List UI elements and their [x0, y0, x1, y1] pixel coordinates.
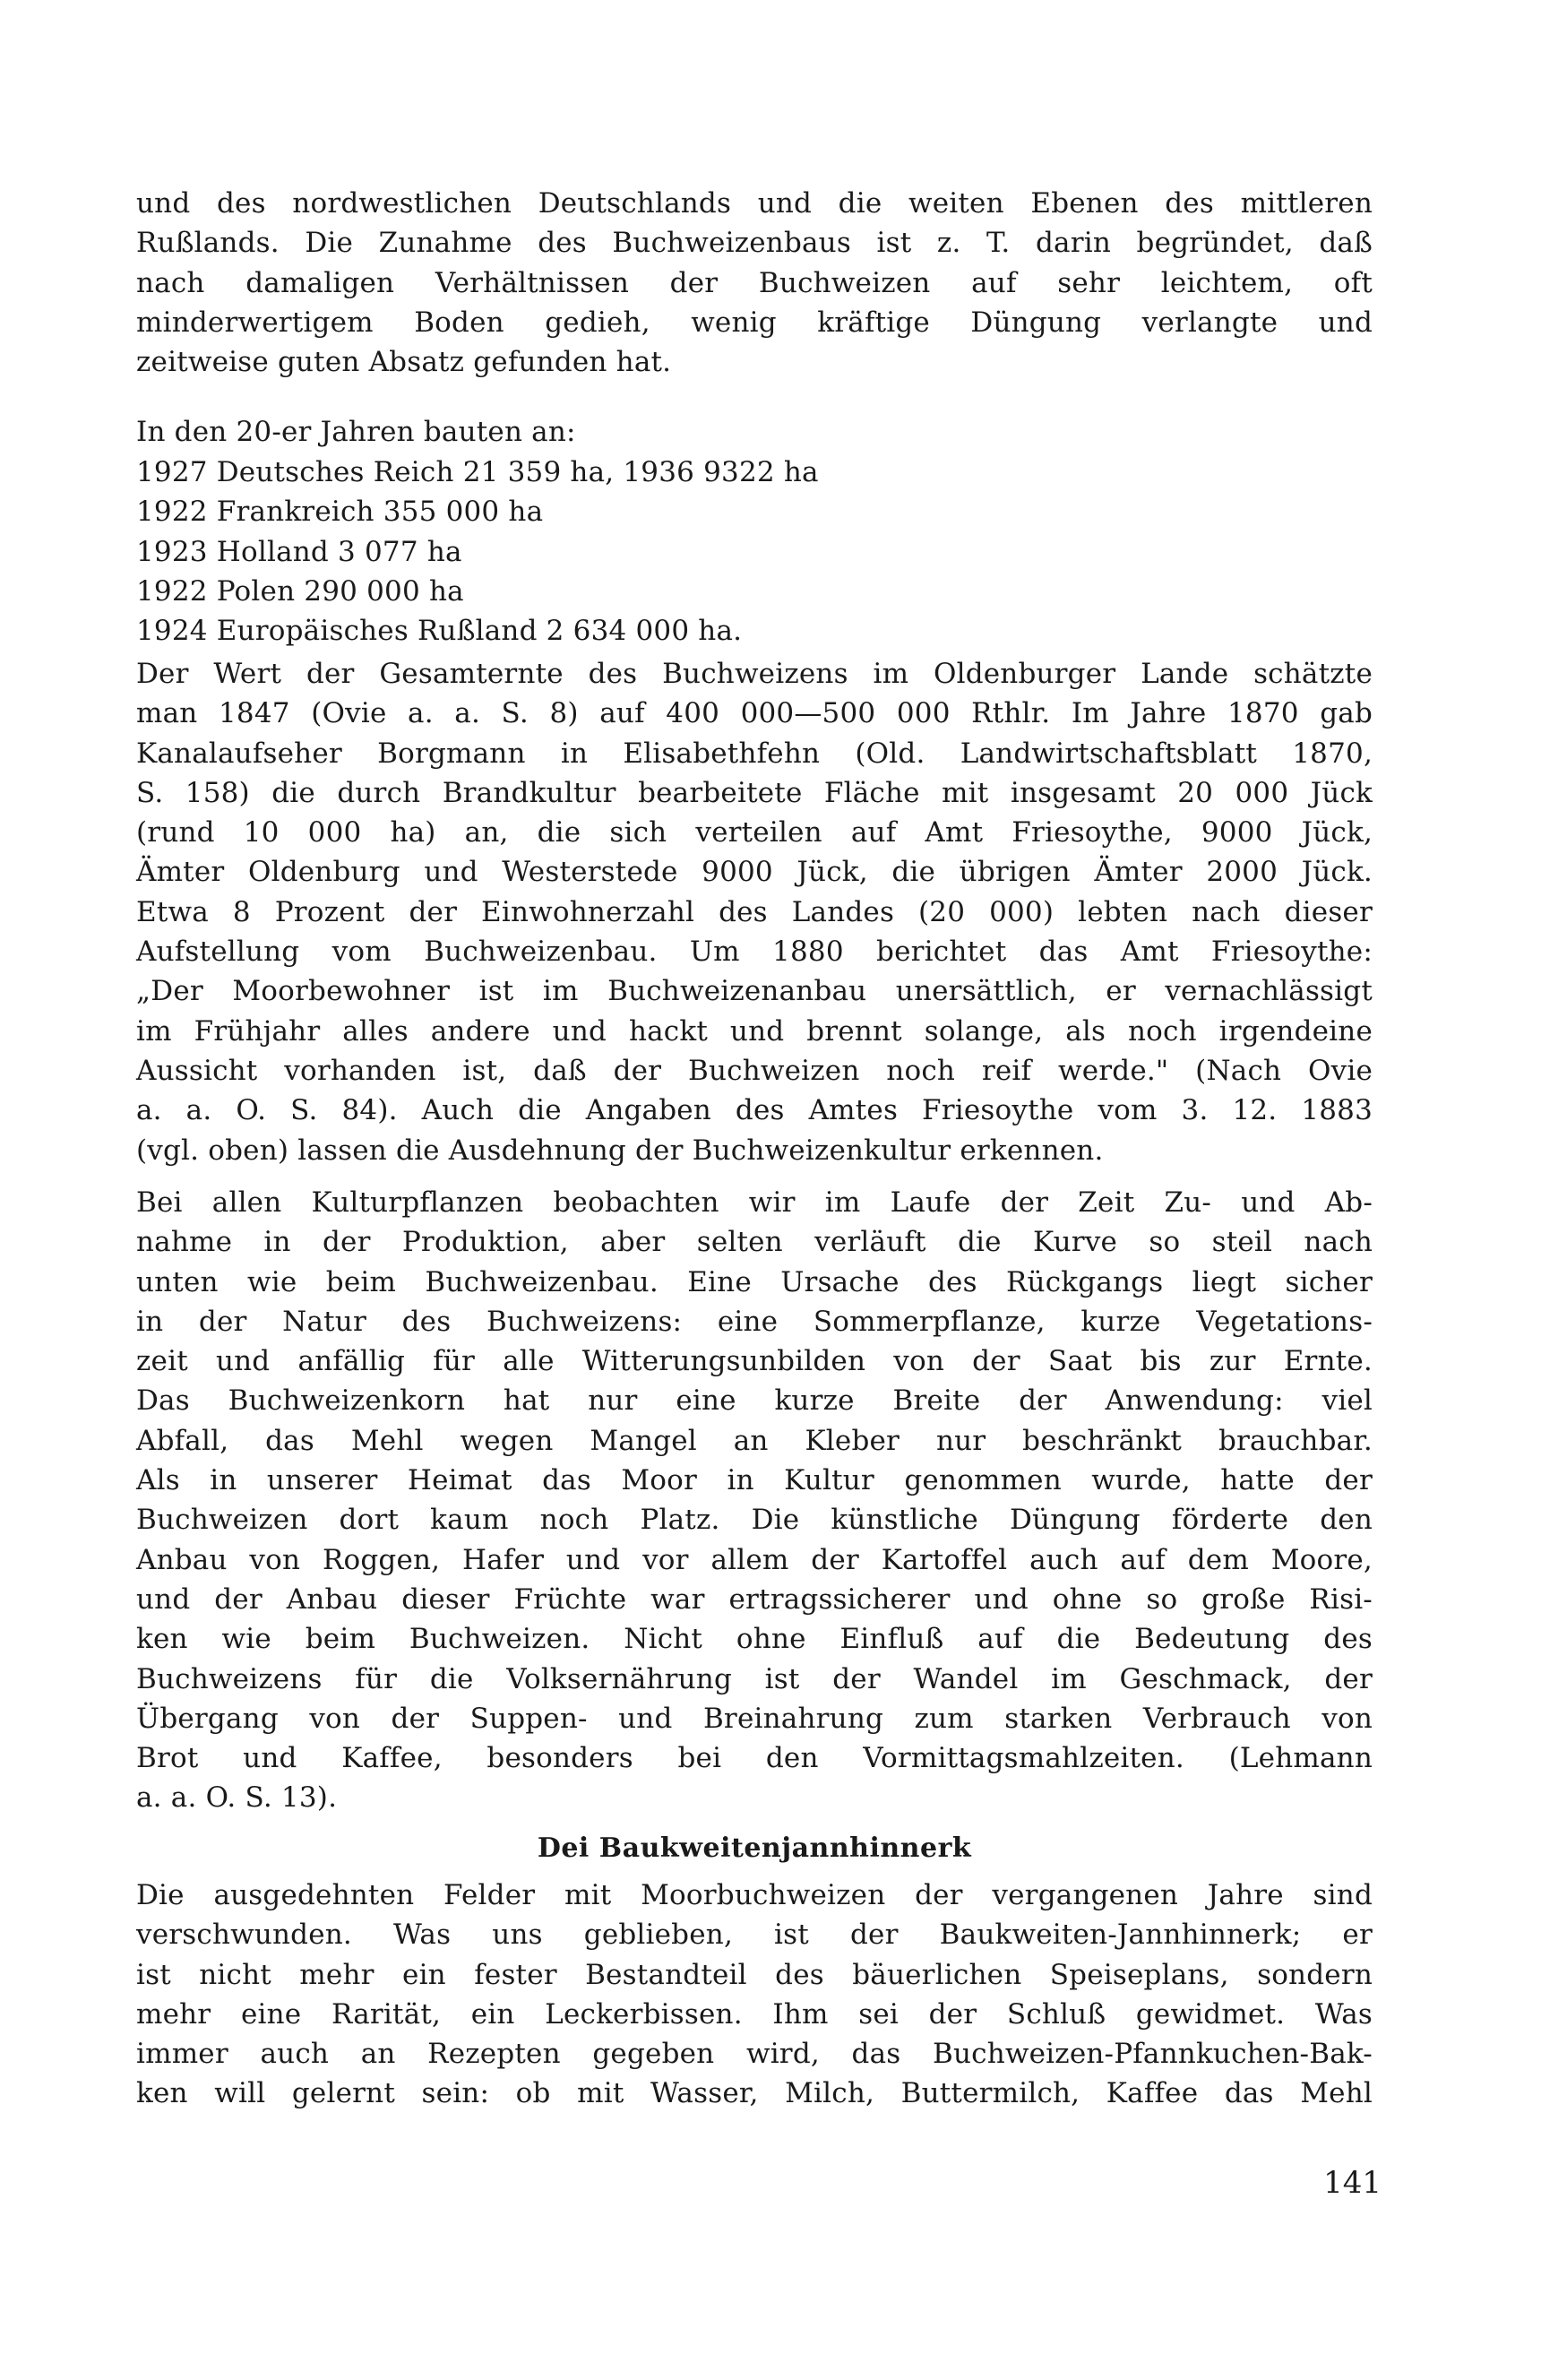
text-line: Rußlands. Die Zunahme des Buchweizenbaus ist z. T. darin begründet, daß: [136, 227, 1373, 260]
text-line: mehr eine Rarität, ein Leckerbissen. Ihm sei der Schluß gewidmet. Was: [136, 1997, 1373, 2031]
text-line: Aussicht vorhanden ist, daß der Buchweizen noch reif werde." (Nach Ovie: [136, 1054, 1373, 1087]
text-line: Bei allen Kulturpflanzen beobachten wir im Laufe der Zeit Zu- und Ab-: [136, 1186, 1373, 1219]
text-line: „Der Moorbewohner ist im Buchweizenanbau unersättlich, er vernachlässigt: [136, 975, 1373, 1008]
text-line: (vgl. oben) lassen die Ausdehnung der Buchweizenkultur erkennen.: [136, 1134, 1104, 1167]
text-line: minderwertigem Boden gedieh, wenig kräftige Düngung verlangte und: [136, 306, 1373, 339]
text-line: man 1847 (Ovie a. a. S. 8) auf 400 000—500 000 Rthlr. Im Jahre 1870 gab: [136, 697, 1373, 730]
text-line: und der Anbau dieser Früchte war ertragssicherer und ohne so große Risi-: [136, 1582, 1373, 1616]
text-line: (rund 10 000 ha) an, die sich verteilen auf Amt Friesoythe, 9000 Jück,: [136, 816, 1373, 849]
list-item: 1923 Holland 3 077 ha: [136, 535, 462, 568]
intro-line: In den 20-er Jahren bauten an:: [136, 416, 576, 448]
text-line: zeitweise guten Absatz gefunden hat.: [136, 346, 672, 379]
text-line: a. a. O. S. 84). Auch die Angaben des Amtes Friesoythe vom 3. 12. 1883: [136, 1094, 1373, 1127]
text-line: zeit und anfällig für alle Witterungsunbilden von der Saat bis zur Ernte.: [136, 1345, 1373, 1378]
text-line: ken wie beim Buchweizen. Nicht ohne Einfluß auf die Bedeutung des: [136, 1623, 1373, 1656]
paragraph-4: [136, 1876, 1373, 2114]
text-line: nahme in der Produktion, aber selten verläuft die Kurve so steil nach: [136, 1226, 1373, 1259]
text-line: Das Buchweizenkorn hat nur eine kurze Breite der Anwendung: viel: [136, 1384, 1373, 1418]
intro-line-block: [136, 412, 1373, 452]
text-line: Abfall, das Mehl wegen Mangel an Kleber nur beschränkt brauchbar.: [136, 1424, 1373, 1457]
page-number: 141: [1323, 2165, 1382, 2201]
text-line: S. 158) die durch Brandkultur bearbeitete Fläche mit insgesamt 20 000 Jück: [136, 776, 1373, 809]
section-heading: Dei Baukweitenjannhinnerk: [537, 1832, 972, 1864]
text-line: verschwunden. Was uns geblieben, ist der Baukweiten-Jannhinnerk; er: [136, 1919, 1373, 1952]
text-line: Anbau von Roggen, Hafer und vor allem der Kartoffel auch auf dem Moore,: [136, 1543, 1373, 1576]
text-line: ken will gelernt sein: ob mit Wasser, Milch, Buttermilch, Kaffee das Mehl: [136, 2077, 1373, 2110]
text-line: immer auch an Rezepten gegeben wird, das Buchweizen-Pfannkuchen-Bak-: [136, 2038, 1373, 2071]
text-line: Etwa 8 Prozent der Einwohnerzahl des Landes (20 000) lebten nach dieser: [136, 895, 1373, 928]
text-line: Kanalaufseher Borgmann in Elisabethfehn (Old. Landwirtschaftsblatt 1870,: [136, 737, 1373, 770]
list-item: 1922 Polen 290 000 ha: [136, 574, 464, 608]
text-line: ist nicht mehr ein fester Bestandteil des bäuerlichen Speiseplans, sondern: [136, 1958, 1373, 1991]
paragraph-2: [136, 654, 1373, 1170]
list-item: 1924 Europäisches Rußland 2 634 000 ha.: [136, 615, 743, 648]
paragraph-1: [136, 184, 1373, 382]
text-line: und des nordwestlichen Deutschlands und die weiten Ebenen des mittleren: [136, 187, 1373, 220]
text-line: im Frühjahr alles andere und hackt und brennt solange, als noch irgendeine: [136, 1014, 1373, 1048]
text-line: a. a. O. S. 13).: [136, 1781, 338, 1815]
list-item: 1927 Deutsches Reich 21 359 ha, 1936 9322 ha: [136, 456, 819, 488]
text-line: Brot und Kaffee, besonders bei den Vormittagsmahlzeiten. (Lehmann: [136, 1742, 1373, 1775]
text-line: unten wie beim Buchweizenbau. Eine Ursache des Rückgangs liegt sicher: [136, 1265, 1373, 1298]
text-line: Der Wert der Gesamternte des Buchweizens im Oldenburger Lande schätzte: [136, 658, 1373, 690]
text-line: nach damaligen Verhältnissen der Buchweizen auf sehr leichtem, oft: [136, 266, 1373, 299]
text-line: Die ausgedehnten Felder mit Moorbuchweizen der vergangenen Jahre sind: [136, 1879, 1373, 1911]
text-line: Buchweizens für die Volksernährung ist der Wandel im Geschmack, der: [136, 1662, 1373, 1695]
text-line: Als in unserer Heimat das Moor in Kultur genommen wurde, hatte der: [136, 1464, 1373, 1497]
list-item: 1922 Frankreich 355 000 ha: [136, 496, 544, 529]
paragraph-3: [136, 1183, 1373, 1818]
text-line: Buchweizen dort kaum noch Platz. Die künstliche Düngung förderte den: [136, 1504, 1373, 1537]
text-line: in der Natur des Buchweizens: eine Sommerpflanze, kurze Vegetations-: [136, 1305, 1373, 1338]
text-line: Aufstellung vom Buchweizenbau. Um 1880 berichtet das Amt Friesoythe:: [136, 936, 1373, 969]
text-line: Ämter Oldenburg und Westerstede 9000 Jück, die übrigen Ämter 2000 Jück.: [136, 856, 1373, 889]
text-line: Übergang von der Suppen- und Breinahrung zum starken Verbrauch von: [136, 1702, 1373, 1735]
acreage-list: [136, 453, 1373, 651]
